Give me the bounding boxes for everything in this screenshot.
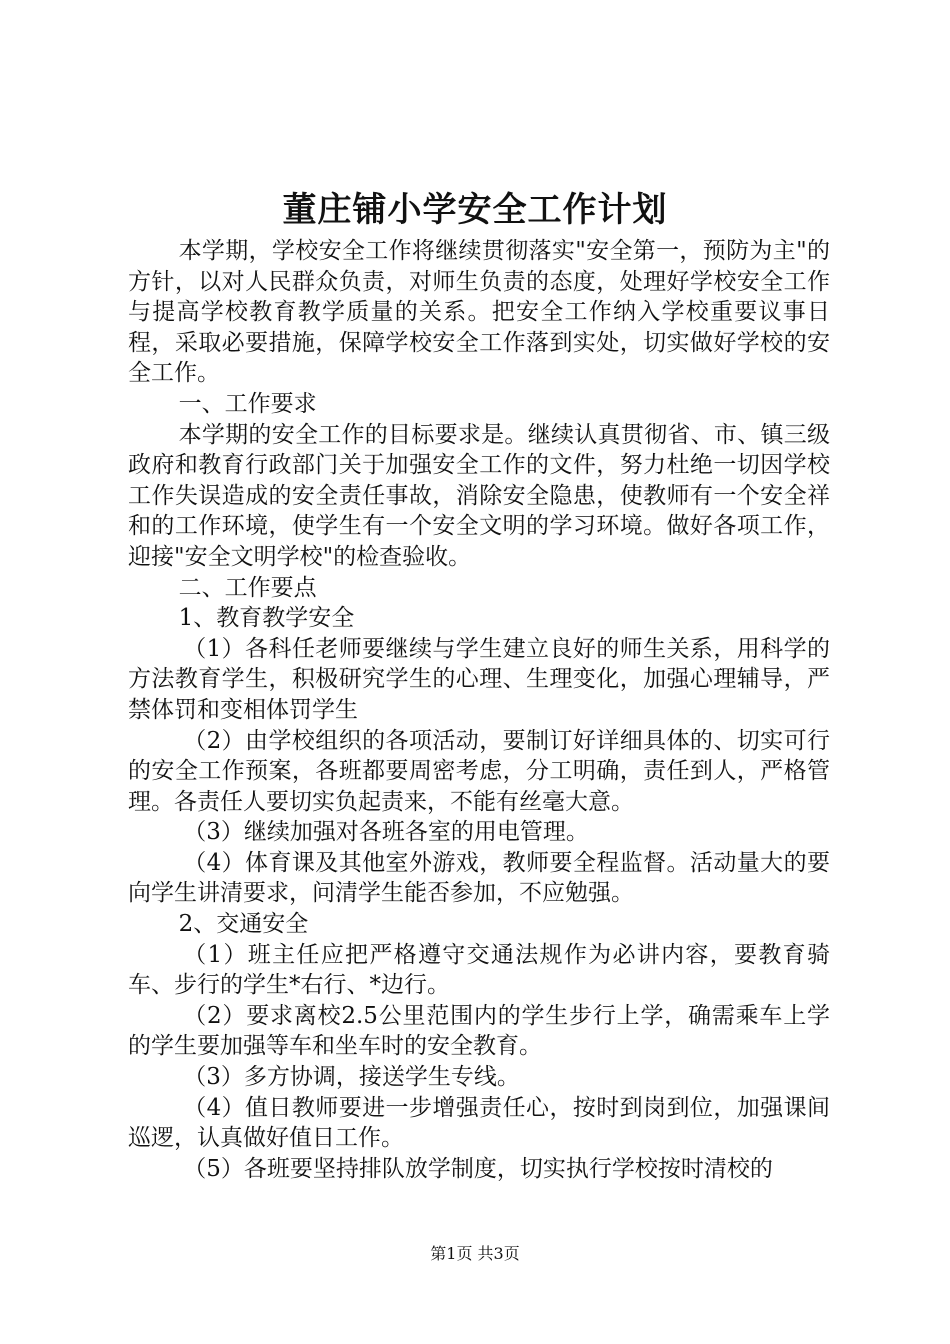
intro-paragraph: 本学期，学校安全工作将继续贯彻落实"安全第一，预防为主"的方针，以对人民群众负责，对师生负责的态度，处理好学校安全工作与提高学校教育教学质量的关系。把安全工作纳入学校重要议事日程，采取必要措施，保障学校安全工作落到实处，切实做好学校的安全工作。 <box>128 238 830 387</box>
teaching-item-1: （1）各科任老师要继续与学生建立良好的师生关系，用科学的方法教育学生，积极研究学生的心理、生理变化，加强心理辅导，严禁体罚和变相体罚学生 <box>128 635 830 723</box>
traffic-item-5: （5）各班要坚持排队放学制度，切实执行学校按时清校的 <box>183 1155 773 1182</box>
traffic-item-3: （3）多方协调，接送学生专线。 <box>183 1064 520 1091</box>
document-title: 董庄铺小学安全工作计划 <box>282 190 668 230</box>
traffic-item-2: （2）要求离校2.5公里范围内的学生步行上学，确需乘车上学的学生要加强等车和坐车时的安全教育。 <box>128 1002 830 1060</box>
teaching-item-2: （2）由学校组织的各项活动，要制订好详细具体的、切实可行的安全工作预案，各班都要周密考虑，分工明确，责任到人，严格管理。各责任人要切实负起责来，不能有丝毫大意。 <box>128 727 830 815</box>
document-body <box>128 236 830 1184</box>
traffic-item-1: （1）班主任应把严格遵守交通法规作为必讲内容，要教育骑车、步行的学生*右行、*边行。 <box>128 941 830 999</box>
teaching-item-3: （3）继续加强对各班各室的用电管理。 <box>183 819 589 846</box>
subsection-heading-teaching-safety: 1、教育教学安全 <box>178 605 355 632</box>
traffic-item-4: （4）值日教师要进一步增强责任心，按时到岗到位，加强课间巡逻，认真做好值日工作。 <box>128 1094 830 1152</box>
page-footer: 第1页 共3页 <box>430 1244 520 1263</box>
teaching-item-4: （4）体育课及其他室外游戏，教师要全程监督。活动量大的要向学生讲清要求，问清学生能否参加，不应勉强。 <box>128 849 830 907</box>
subsection-heading-traffic-safety: 2、交通安全 <box>178 911 309 938</box>
section-heading-requirements: 一、工作要求 <box>178 390 317 417</box>
requirements-paragraph: 本学期的安全工作的目标要求是。继续认真贯彻省、市、镇三级政府和教育行政部门关于加强安全工作的文件，努力杜绝一切因学校工作失误造成的安全责任事故，消除安全隐患，使教师有一个安全祥和的工作环境，使学生有一个安全文明的学习环境。做好各项工作，迎接"安全文明学校"的检查验收。 <box>128 421 830 570</box>
section-heading-key-points: 二、工作要点 <box>178 574 317 601</box>
